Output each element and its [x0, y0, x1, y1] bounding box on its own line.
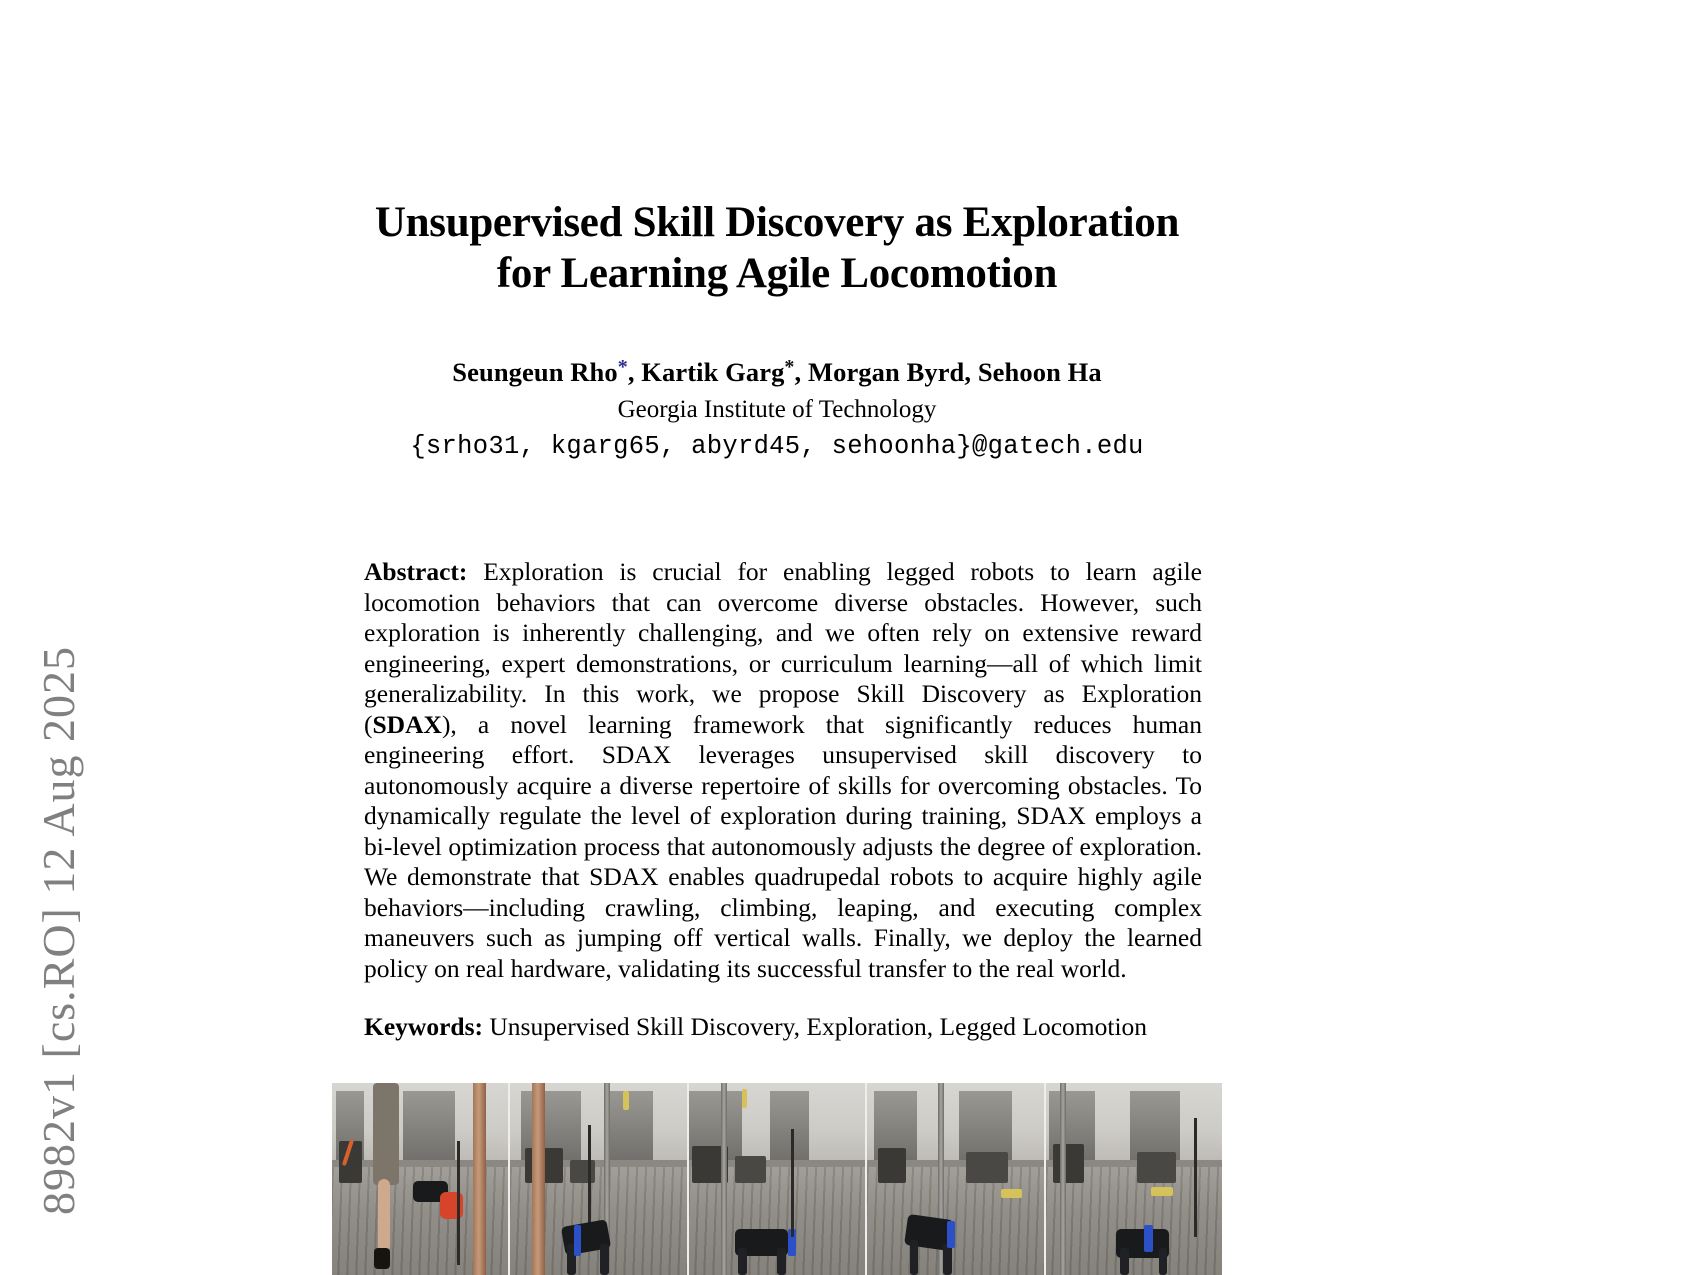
figure-panel-4 — [867, 1083, 1045, 1275]
figure-panel-2 — [510, 1083, 688, 1275]
author-footnote-marker-1: * — [617, 356, 628, 379]
author-name-2: Kartik Garg — [641, 357, 785, 388]
abstract-method-acronym: SDAX — [372, 709, 442, 739]
robot-leg — [738, 1248, 747, 1275]
title-block — [332, 198, 1222, 299]
author-separator-1: , — [627, 357, 642, 388]
abstract-block — [364, 557, 1202, 984]
storage-crate — [1053, 1144, 1085, 1182]
equipment-box — [735, 1156, 767, 1183]
robot-leg — [943, 1244, 952, 1275]
title-line-1: Unsupervised Skill Discovery as Exploration — [374, 199, 1180, 246]
robot-leg — [1120, 1248, 1129, 1275]
hanging-cable — [791, 1129, 794, 1237]
author-name-1: Seungeun Rho — [452, 357, 618, 388]
robot-leg — [777, 1248, 786, 1275]
yellow-floor-marker — [1151, 1187, 1172, 1197]
equipment-box — [966, 1152, 1008, 1183]
equipment-rack — [770, 1091, 809, 1168]
abstract-paragraph — [364, 557, 1202, 984]
storage-crate — [878, 1148, 906, 1183]
yellow-tag — [742, 1089, 747, 1108]
keywords-block — [364, 1012, 1202, 1042]
author-name-3: Morgan Byrd, Sehoon Ha — [807, 357, 1102, 388]
authors-line — [332, 355, 1222, 389]
author-emails: {srho31, kgarg65, abyrd45, sehoonha}@gatech.edu — [410, 432, 1144, 462]
equipment-box — [1137, 1152, 1176, 1183]
person-shoe — [374, 1248, 390, 1269]
hanging-cable — [457, 1141, 460, 1266]
blue-harness-strap — [947, 1221, 956, 1248]
person-leg — [378, 1179, 390, 1252]
author-block — [332, 355, 1222, 461]
blue-harness-strap — [1144, 1225, 1153, 1252]
teaser-figure-filmstrip — [332, 1083, 1222, 1275]
figure-panel-5 — [1046, 1083, 1222, 1275]
arxiv-identifier-stamp: 8982v1 [cs.RO] 12 Aug 2025 — [32, 645, 84, 1215]
wooden-post — [532, 1083, 545, 1275]
page-title — [347, 198, 1207, 299]
keywords-line — [364, 1012, 1202, 1042]
robot-leg — [600, 1244, 609, 1275]
keywords-value: Unsupervised Skill Discovery, Exploration, Legged Locomotion — [482, 1012, 1148, 1042]
title-line-2: for Learning Agile Locomotion — [496, 249, 1058, 297]
abstract-text-part-1: Exploration is crucial for enabling legged robots to learn agile locomotion behaviors that can overcome diverse obstacles. However, such exploration is inherently challenging, and we often rely on extensive reward engineering, expert demonstrations, or curriculum learning—all of which limit generalizability. In this work, we propose Skill Discovery as Exploration ( — [364, 557, 1202, 739]
author-footnote-marker-2: * — [784, 356, 795, 379]
metal-pole — [1060, 1083, 1066, 1275]
robot-leg — [1159, 1248, 1168, 1275]
keywords-label: Keywords: — [364, 1012, 483, 1042]
lab-floor — [867, 1167, 1043, 1275]
paper-page-column — [332, 0, 1222, 1275]
person-shorts — [373, 1083, 399, 1185]
affiliation: Georgia Institute of Technology — [617, 395, 937, 423]
abstract-label: Abstract: — [364, 557, 468, 587]
author-separator-2: , — [794, 357, 808, 388]
abstract-text-part-2: ), a novel learning framework that significantly reduces human engineering effort. SDAX leverages unsupervised skill discovery to autonomously acquire a diverse repertoire of skills for overcoming obstacles. To dynamically regulate the level of exploration during training, SDAX employs a bi-level optimization process that autonomously adjusts the degree of exploration. We demonstrate that SDAX enables quadrupedal robots to acquire highly agile behaviors—including crawling, climbing, leaping, and executing complex maneuvers such as jumping off vertical walls. Finally, we deploy the learned policy on real hardware, validating its successful transfer to the real world. — [364, 709, 1202, 983]
equipment-rack — [403, 1091, 456, 1168]
hanging-cable — [1194, 1118, 1197, 1237]
robot-leg — [910, 1240, 919, 1275]
equipment-rack — [607, 1091, 653, 1168]
blue-harness-strap — [574, 1225, 581, 1256]
wooden-post — [473, 1083, 486, 1275]
yellow-tag — [623, 1091, 628, 1110]
yellow-floor-marker — [1001, 1189, 1022, 1199]
equipment-box — [570, 1160, 595, 1183]
figure-panel-3 — [689, 1083, 867, 1275]
metal-pole — [721, 1083, 727, 1275]
figure-panel-1 — [332, 1083, 510, 1275]
